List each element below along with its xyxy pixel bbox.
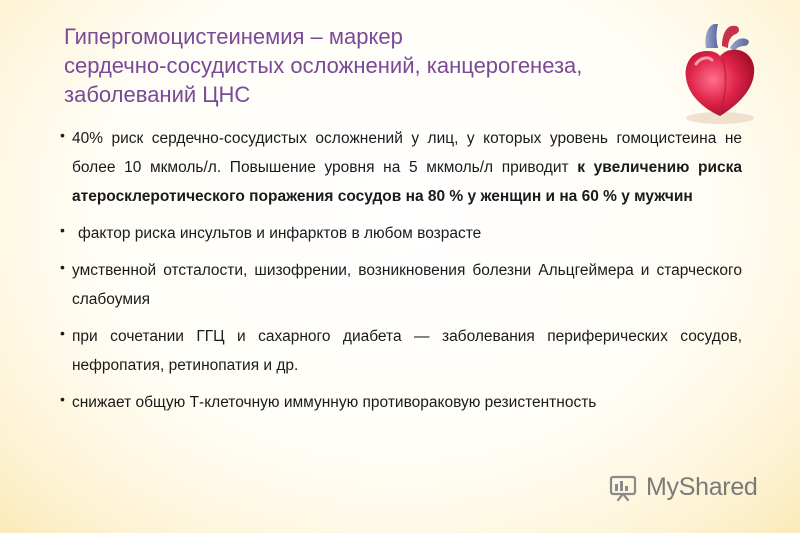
logo-text: MyShared (646, 473, 758, 501)
title-line-2: сердечно-сосудистых осложнений, канцерогенеза, (64, 53, 583, 78)
title-line-1: Гипергомоцистеинемия – маркер (64, 24, 403, 49)
heart-icon (670, 18, 770, 128)
bullet-4-text: при сочетании ГГЦ и сахарного диабета — заболевания периферических сосудов, нефропатия, ретинопатия и др. (72, 328, 742, 374)
bullet-dot: • (60, 259, 65, 275)
bullet-1-bold-text: к увеличению риска атеросклеротического поражения сосудов на 80 % у женщин и на 60 % у мужчин (72, 159, 742, 205)
bullet-3-text: умственной отсталости, шизофрении, возникновения болезни Альцгеймера и старческого слабоумия (72, 262, 742, 308)
title-line-3: заболеваний ЦНС (64, 82, 251, 107)
bullet-1-text: 40% риск сердечно-сосудистых осложнений у лиц, у которых уровень гомоцистеина не более 10 мкмоль/л. Повышение уровня на 5 мкмоль/л приводит (72, 130, 742, 176)
slide-title (64, 22, 684, 109)
bullet-2-text: фактор риска инсультов и инфарктов в любом возрасте (78, 225, 482, 242)
bullet-item-4 (60, 322, 742, 380)
bullet-5-text: снижает общую Т-клеточную иммунную противораковую резистентность (72, 394, 597, 411)
bullet-item-1 (60, 124, 742, 211)
myshared-logo[interactable] (606, 470, 776, 504)
bullet-item-5 (60, 388, 742, 417)
bullet-dot: • (60, 127, 65, 143)
bullet-item-2 (60, 219, 742, 248)
bullet-dot: • (60, 222, 65, 238)
bullet-dot: • (60, 391, 65, 407)
bullet-dot: • (60, 325, 65, 341)
myshared-logo-icon (608, 472, 638, 502)
bullet-list (60, 124, 742, 425)
bullet-item-3 (60, 256, 742, 314)
